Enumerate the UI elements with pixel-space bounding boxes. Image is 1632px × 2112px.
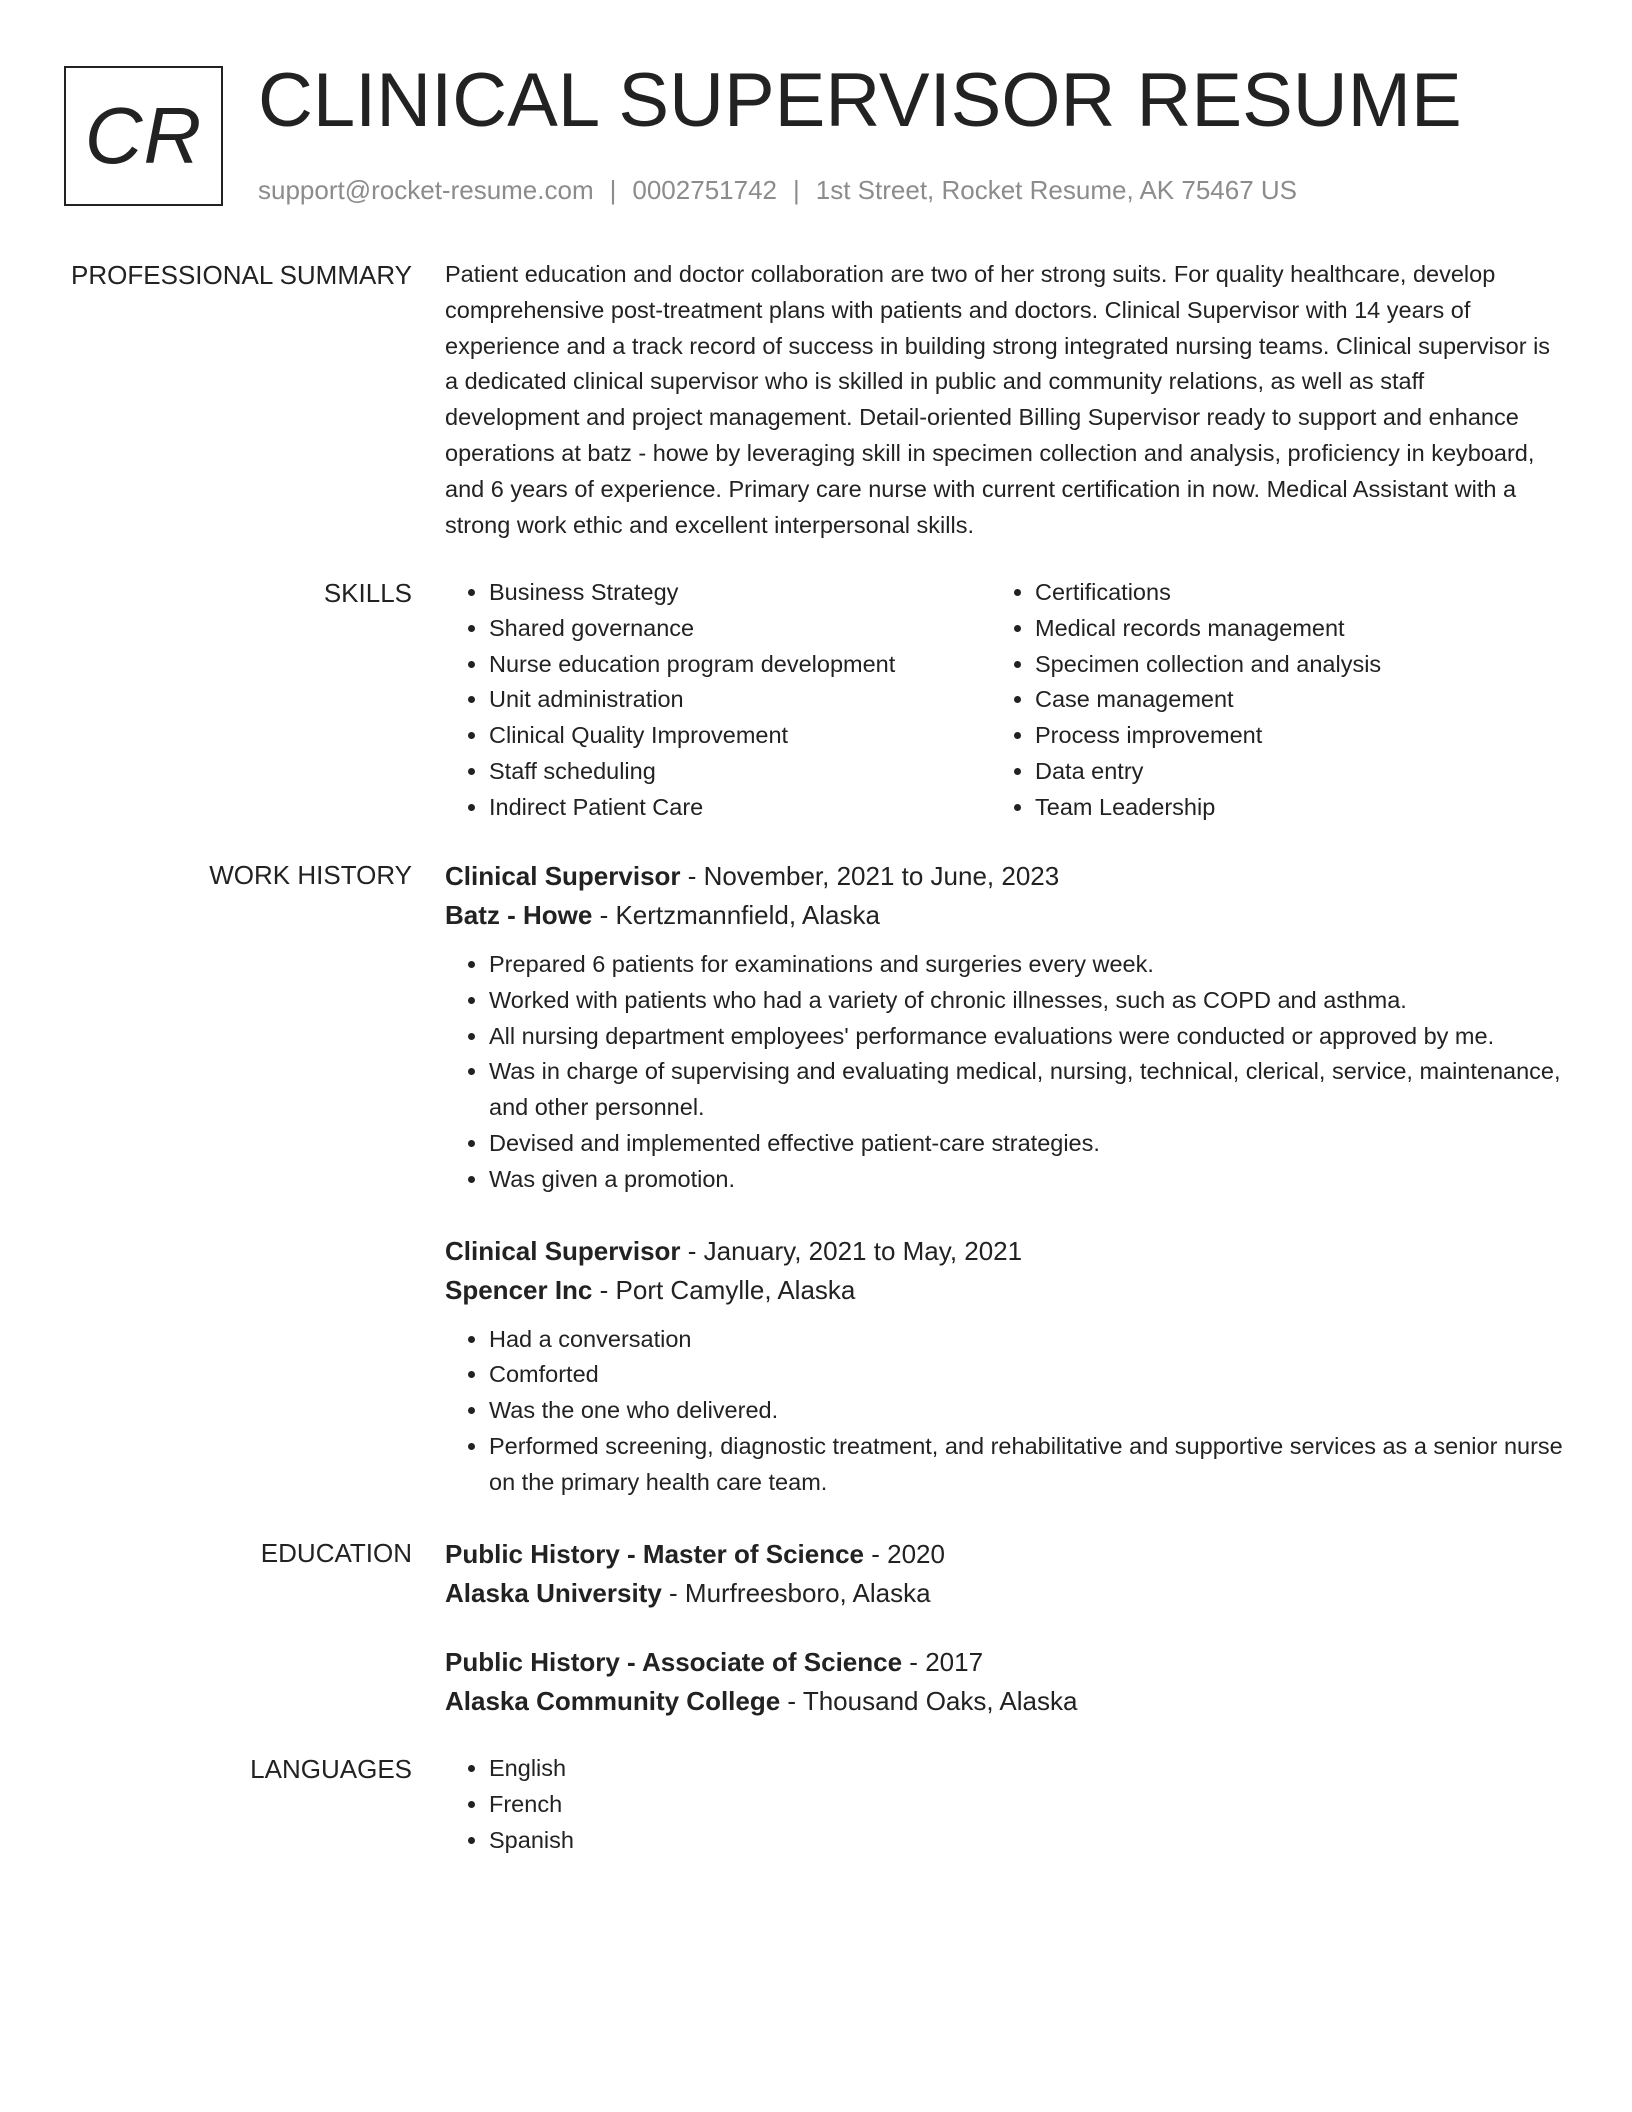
skill-item: • Shared governance [489,611,991,647]
contact-email: support@rocket-resume.com [258,175,594,205]
job-bullet: • Worked with patients who had a variety of chronic illnesses, such as COPD and asthma. [489,983,1565,1019]
job-title: Clinical Supervisor [445,1235,681,1266]
education-entry [445,1535,1565,1613]
skills-body [445,575,1565,826]
school: Alaska University [445,1578,662,1608]
language-item: • English [489,1751,1565,1787]
skill-item: • Business Strategy [489,575,991,611]
skills-list-left [445,575,991,826]
job-location: Kertzmannfield, Alaska [615,900,880,930]
skills-list-right [991,575,1537,826]
job-bullet: • Had a conversation [489,1322,1565,1358]
job-entry [445,1232,1565,1501]
skill-item: • Indirect Patient Care [489,790,991,826]
job-bullet: • Was the one who delivered. [489,1393,1565,1429]
languages-list [445,1751,1565,1858]
summary-text: Patient education and doctor collaboration are two of her strong suits. For quality healthcare, develop comprehensive post-treatment plans with patients and doctors. Clinical Supervisor with 14 years of experience and a track record of success in building strong integrated nursing teams. Clinical supervisor is a dedicated clinical supervisor who is skilled in public and community relations, as well as staff development and project management. Detail-oriented Billing Supervisor ready to support and enhance operations at batz - howe by leveraging skill in specimen collection and analysis, proficiency in keyboard, and 6 years of experience. Primary care nurse with current certification in now. Medical Assistant with a strong work ethic and excellent interpersonal skills. [445,261,1551,538]
monogram-logo: CR [64,66,223,206]
job-bullet: • All nursing department employees' performance evaluations were conducted or approved by me. [489,1019,1565,1055]
education-label: EDUCATION [260,1538,412,1568]
school: Alaska Community College [445,1686,781,1716]
summary-body [445,257,1565,543]
job-company: Spencer Inc [445,1274,593,1305]
job-bullet: • Prepared 6 patients for examinations and surgeries every week. [489,947,1565,983]
degree: Public History - Master of Science [445,1539,865,1569]
degree-line: Public History - Master of Science - 2020 [445,1539,945,1569]
job-bullet: • Comforted [489,1357,1565,1393]
skill-item: • Process improvement [1035,718,1537,754]
school-location: Thousand Oaks, Alaska [802,1686,1078,1716]
languages-label: LANGUAGES [250,1754,412,1784]
job-bullets [445,947,1565,1198]
skill-item: • Specimen collection and analysis [1035,647,1537,683]
job-bullet: • Was in charge of supervising and evaluating medical, nursing, technical, clerical, service, maintenance, and other personnel. [489,1054,1565,1126]
job-title-line: Clinical Supervisor - January, 2021 to May, 2021 [445,1235,1023,1266]
language-item: • French [489,1787,1565,1823]
contact-phone: 0002751742 [632,175,777,205]
skill-item: • Data entry [1035,754,1537,790]
skill-item: • Clinical Quality Improvement [489,718,991,754]
degree: Public History - Associate of Science [445,1647,903,1677]
job-bullet: • Performed screening, diagnostic treatment, and rehabilitative and supportive services as a senior nurse on the primary health care team. [489,1429,1565,1501]
contact-separator: | [609,175,617,205]
job-company: Batz - Howe [445,900,593,930]
summary-label: PROFESSIONAL SUMMARY [71,260,412,290]
job-title-line: Clinical Supervisor - November, 2021 to June, 2023 [445,861,1060,891]
skill-item: • Nurse education program development [489,647,991,683]
school-line: Alaska University - Murfreesboro, Alaska [445,1578,931,1608]
job-bullet: • Devised and implemented effective patient-care strategies. [489,1126,1565,1162]
skill-item: • Team Leadership [1035,790,1537,826]
job-entry [445,857,1565,1198]
job-location: Port Camylle, Alaska [615,1274,856,1305]
contact-line [258,172,1297,208]
job-bullets [445,1322,1565,1501]
job-bullet: • Was given a promotion. [489,1162,1565,1198]
contact-address: 1st Street, Rocket Resume, AK 75467 US [815,175,1298,205]
degree-year: 2017 [925,1647,984,1677]
job-company-line: Spencer Inc - Port Camylle, Alaska [445,1274,856,1305]
job-dates: November, 2021 to June, 2023 [703,861,1060,891]
skill-item: • Case management [1035,682,1537,718]
education-body [445,1535,1565,1721]
degree-year: 2020 [887,1539,945,1569]
skill-item: • Certifications [1035,575,1537,611]
job-company-line: Batz - Howe - Kertzmannfield, Alaska [445,900,880,930]
skill-item: • Staff scheduling [489,754,991,790]
language-item: • Spanish [489,1823,1565,1859]
school-location: Murfreesboro, Alaska [684,1578,931,1608]
school-line: Alaska Community College - Thousand Oaks, Alaska [445,1686,1078,1716]
job-title: Clinical Supervisor [445,861,681,891]
work-history-label: WORK HISTORY [209,860,412,890]
skill-item: • Medical records management [1035,611,1537,647]
skills-label: SKILLS [323,578,412,608]
work-history-body [445,857,1565,1501]
degree-line: Public History - Associate of Science - 2017 [445,1647,984,1677]
page-title: CLINICAL SUPERVISOR RESUME [258,58,1462,143]
languages-body [445,1751,1565,1858]
job-dates: January, 2021 to May, 2021 [703,1235,1023,1266]
education-entry [445,1643,1565,1721]
skill-item: • Unit administration [489,682,991,718]
contact-separator: | [793,175,800,205]
